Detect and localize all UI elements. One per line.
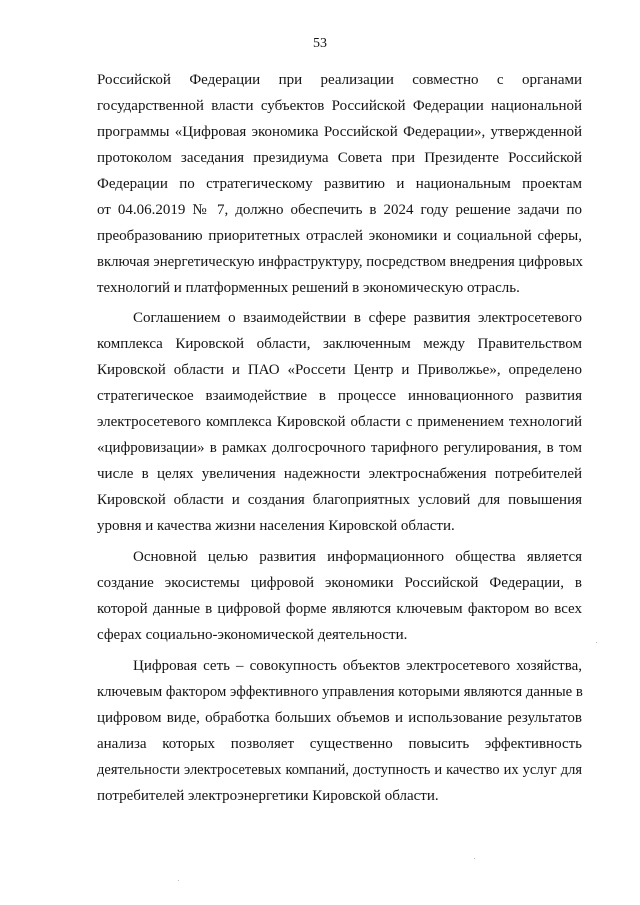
text-line: комплекса Кировской области, заключенным между Правительством (97, 336, 582, 352)
scan-speck (596, 642, 597, 643)
paragraph-2 (97, 305, 582, 539)
text-line: технологий и платформенных решений в экономическую отрасль. (97, 280, 520, 296)
text-line: Соглашением о взаимодействии в сфере развития электросетевого (133, 310, 582, 326)
text-line: Основной целью развития информационного общества является (133, 549, 582, 565)
text-line: потребителей электроэнергетики Кировской области. (97, 788, 439, 804)
scan-speck (178, 880, 179, 881)
scan-speck (474, 858, 475, 859)
paragraph-1 (97, 67, 582, 301)
text-line: «цифровизации» в рамках долгосрочного тарифного регулирования, в том (97, 440, 582, 456)
page-number: 53 (313, 36, 327, 51)
paragraph-4 (97, 653, 582, 809)
text-line: цифровом виде, обработка больших объемов и использование результатов (97, 710, 582, 726)
paragraph-3 (97, 544, 582, 648)
text-line: стратегическое взаимодействие в процессе инновационного развития (97, 388, 582, 404)
text-line: включая энергетическую инфраструктуру, посредством внедрения цифровых (97, 254, 583, 270)
text-line: Кировской области и создания благоприятных условий для повышения (97, 492, 582, 508)
text-line: уровня и качества жизни населения Кировской области. (97, 518, 455, 534)
text-line: создание экосистемы цифровой экономики Российской Федерации, в (97, 575, 582, 591)
text-line: ключевым фактором эффективного управления которыми являются данные в (97, 684, 583, 700)
text-line: протоколом заседания президиума Совета при Президенте Российской (97, 150, 582, 166)
text-line: которой данные в цифровой форме являются ключевым фактором во всех (97, 601, 582, 617)
text-line: Федерации по стратегическому развитию и национальным проектам (97, 176, 582, 192)
text-line: от 04.06.2019 № 7, должно обеспечить в 2024 году решение задачи по (97, 202, 582, 218)
body-text (97, 67, 582, 809)
text-line: государственной власти субъектов Российской Федерации национальной (97, 98, 582, 114)
text-line: числе в целях увеличения надежности электроснабжения потребителей (97, 466, 582, 482)
text-line: деятельности электросетевых компаний, доступность и качество их услуг для (97, 762, 582, 778)
text-line: сферах социально-экономической деятельности. (97, 627, 408, 643)
text-line: Цифровая сеть – совокупность объектов электросетевого хозяйства, (133, 658, 582, 674)
text-line: преобразованию приоритетных отраслей экономики и социальной сферы, (97, 228, 582, 244)
text-line: программы «Цифровая экономика Российской Федерации», утвержденной (97, 124, 582, 140)
text-line: Российской Федерации при реализации совместно с органами (97, 72, 582, 88)
text-line: электросетевого комплекса Кировской области с применением технологий (97, 414, 582, 430)
text-line: анализа которых позволяет существенно повысить эффективность (97, 736, 582, 752)
text-line: Кировской области и ПАО «Россети Центр и Приволжье», определено (97, 362, 582, 378)
